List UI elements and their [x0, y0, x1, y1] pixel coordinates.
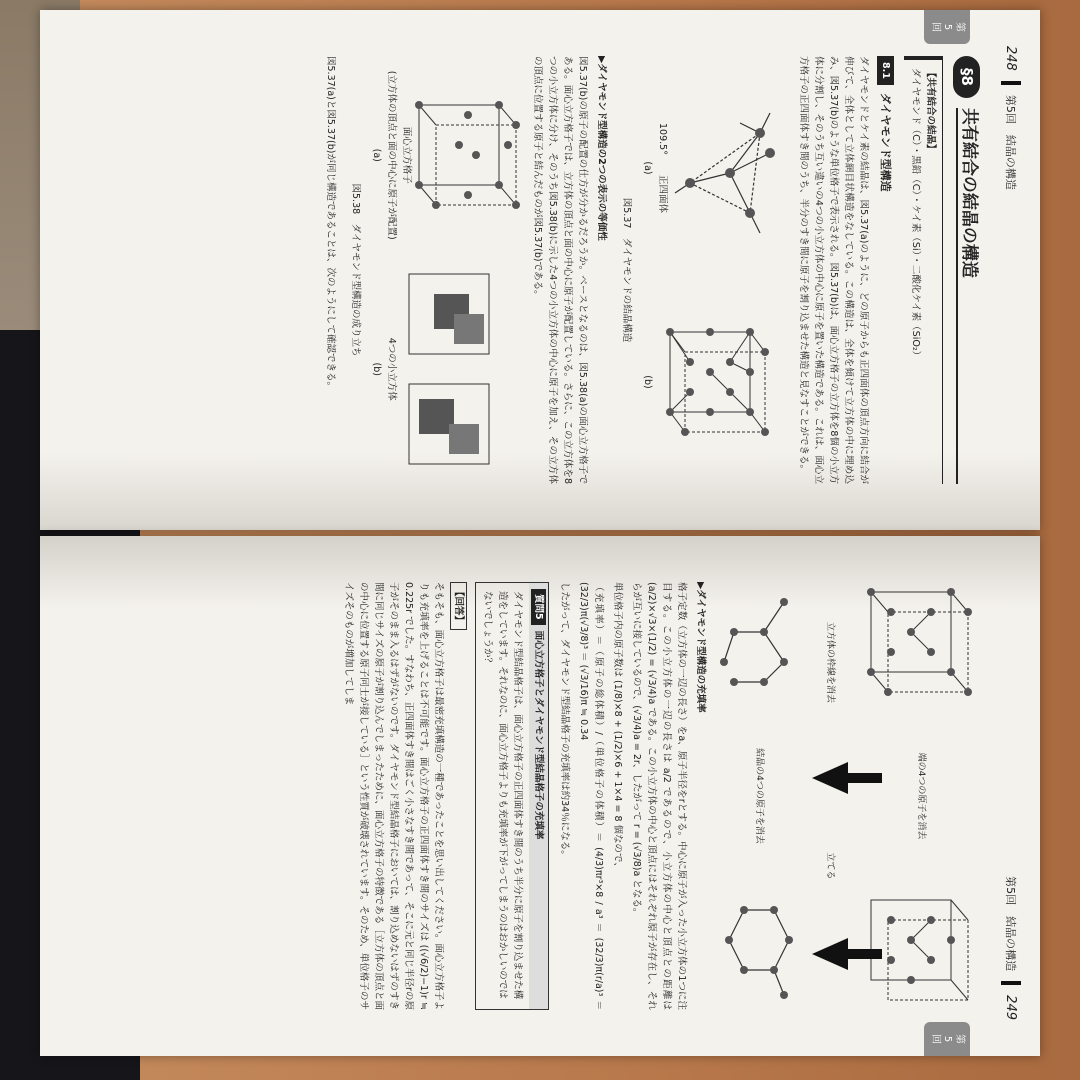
fig37a — [640, 93, 790, 243]
left-running-header: 第5回 結晶の構造 — [1004, 94, 1017, 190]
box-body: ダイヤモンド（C）・黒鉛（C）・ケイ素（Si）・二酸化ケイ素（SiO₂） — [910, 68, 921, 361]
box-title: 【共有結合の結晶】 — [925, 68, 936, 154]
question-title: 面心立方格子とダイヤモンド型結晶格子の充填率 — [533, 630, 544, 840]
section-heading — [953, 56, 980, 484]
right-chapter-tab — [924, 1022, 970, 1056]
tab-char: 回 — [930, 1034, 941, 1044]
fig37b-label: (b) — [642, 375, 653, 389]
fcc-unit-cell — [414, 95, 524, 215]
subsection-title: ダイヤモンド型構造 — [879, 92, 892, 192]
right-page — [40, 536, 1040, 1056]
right-page-header — [1000, 572, 1022, 1020]
right-page-number: 249 — [1003, 995, 1019, 1020]
diamond-network-b — [714, 890, 804, 1010]
diamond-cell-step2 — [866, 890, 976, 1010]
figure-5-37 — [640, 56, 790, 484]
question-box — [475, 582, 549, 1010]
paragraph: 単位格子内の原子数は (1/8)×8 + (1/2)×6 + 1×4 = 8 個なので、 — [612, 582, 623, 872]
step-note: 結晶の4つの原子を消去 — [754, 748, 765, 844]
question-body: ダイヤモンド型結晶格子は、面心立方格子の正四面体すき間のうち半分に原子を割り込ませた構造をしています。それなのに、面心立方格子よりも充填率が下がってしまうのはおかしいのではないでしょうか？ — [482, 591, 523, 1000]
diamond-cell-step1 — [866, 582, 976, 702]
fig38b — [369, 269, 509, 469]
fig38a-label: (a) — [371, 148, 382, 162]
covalent-crystal-box — [904, 56, 943, 484]
answer-tag: 【回答】 — [450, 582, 467, 630]
step-note: 立てる — [825, 852, 836, 880]
arrow-row — [812, 582, 848, 1010]
header-bar — [1001, 81, 1021, 85]
four-subcubes-diagram — [399, 269, 509, 469]
question-tag: 質問5 — [531, 589, 546, 625]
down-arrow-icon — [812, 938, 848, 970]
tab-char: 回 — [930, 22, 941, 32]
section-title: 共有結合の結晶の構造 — [957, 108, 977, 484]
paragraph: したがって、ダイヤモンド型結晶格子の充填率は約34％になる。 — [559, 582, 570, 860]
subsection-heading — [877, 56, 894, 484]
diamond-network-a — [714, 582, 804, 702]
fig38a — [369, 71, 524, 240]
left-page-header — [1000, 46, 1022, 494]
header-bar — [1001, 981, 1021, 985]
right-content — [60, 582, 980, 1010]
transformation-steps — [866, 582, 976, 1010]
tab-char: 5 — [942, 23, 953, 31]
paragraph: 格子定数（立方体の一辺の長さ）をa、原子半径をrとする。中心に原子が入った小立方体の1つに注目する。この小立方体の一辺の長さは a/2 であるので、小立方体の中心と頂点との距離は (a/2)×√3×(1/2) = (√3/4)a である。この小立方体の中心と頂点にはそれぞれ原子が存在し、それらが互いに接しているので、(√3/4)a = 2r、したがって r = (√3/8)a となる。 — [631, 582, 687, 1010]
figure-5-38 — [369, 56, 524, 484]
right-running-header: 第5回 結晶の構造 — [1004, 876, 1017, 972]
open-textbook — [40, 10, 1040, 1070]
left-page — [40, 10, 1040, 530]
tab-char: 第 — [954, 22, 965, 32]
packing-formula: （充填率）＝（原子の総体積）/（単位格子の体積）＝ (4/3)πr³×8 / a³ ＝ (32/3)π(r/a)³ ＝ (32/3)π(√3/8)³ ＝ (√3/16)π ≒ 0.34 — [578, 582, 604, 1010]
section-badge: §8 — [953, 56, 980, 98]
left-chapter-tab — [924, 10, 970, 44]
answer-body: そもそも、面心立方格子は最密充填構造の一種であったことを思い出してください。面心立方格子よりも充填率を上げることは不可能です。面心立方格子の正四面体すき間のサイズは ((√6/2)−1)r ≒ 0.225r でした。すなわち、正四面体すき間はごく小さなすき間であって、そこに元と同じ半径rの原子がそのまま入るはずがないのです。ダイヤモンド型結晶格子においては、割り込めないはずのすき間に同じサイズの原子が割り込んでしまったために、面心立方格子の特徴である［立方体の頂点と面の中心に位置する原子同士が接している］という性質が破壊されています。そのため、単位格子のサイズそのものが増加してしま — [343, 582, 444, 1010]
left-page-number: 248 — [1003, 46, 1019, 71]
paragraph: 図5.37(b)の原子の配置の仕方が分かるだろうか。ベースとなるのは、図5.38(a)の面心立方格子である。面心立方格子では、立方体の頂点と面の中心に原子が配置している。さらに、この立方体を8つの小立方体に分け、そのうち図5.38(b)に示した4つの小立方体の中心に原子を加え、その立方体の頂点に位置する原子と結んだものが図5.37(b)である。 — [532, 56, 588, 484]
figure-caption: 図5.37 ダイヤモンドの結晶構造 — [621, 197, 632, 343]
angle-label: 109.5° — [657, 123, 668, 155]
topic-heading: ▶ダイヤモンド型構造の充填率 — [695, 582, 706, 713]
left-content — [60, 56, 980, 484]
topic-heading: ▶ダイヤモンド型構造の2つの表示の等価性 — [596, 56, 607, 241]
fig38a-subtitle: (立方体の頂点と面の中心に原子が配置) — [386, 70, 397, 240]
fig37a-labels — [655, 123, 670, 213]
fig37b — [640, 317, 775, 447]
fig38a-title: 面心立方格子 — [401, 126, 412, 184]
fig38b-title: 4つの小立方体 — [386, 337, 397, 401]
transformation-results — [714, 582, 804, 1010]
subsection-number: 8.1 — [877, 56, 894, 85]
tetrahedral-bond-diagram — [670, 93, 790, 243]
step-note: 端の4つの原子を消去 — [916, 752, 927, 840]
paragraph: 図5.37(a)と図5.37(b)が同じ構造であることは、次のようにして確認できる。 — [325, 56, 336, 391]
down-arrow-icon — [812, 762, 848, 794]
fig37a-label: (a) — [642, 161, 653, 175]
step-note: 立方体の枠線を消去 — [825, 622, 836, 704]
tab-char: 5 — [942, 1035, 953, 1043]
question-header — [529, 583, 548, 1009]
tetrahedron-label: 正四面体 — [657, 174, 668, 213]
figure-caption: 図5.38 ダイヤモンド型構造の成り立ち — [350, 183, 361, 357]
diamond-unit-cell — [655, 317, 775, 447]
tab-char: 第 — [954, 1034, 965, 1044]
fig38b-label: (b) — [371, 362, 382, 376]
paragraph: ダイヤモンドとケイ素の結晶は、図5.37(a)のように、どの原子からも正四面体の頂点方向に結合が伸びて、全体として立体網目状構造をなしている。この構造は、全体を傾けて立方体の中に埋め込み、図5.37(b)のような単位格子で表示される。図5.37(b)は、面心立方格子の立方体を8個の小立方体に分割し、そのうち互い違いの4つの小立方体の中心に原子を置いた構造である。これは、面心立方格子の正四面体すき間のうち、半分のすき間に原子を割り込ませた構造と見なすことができる。 — [798, 56, 869, 484]
